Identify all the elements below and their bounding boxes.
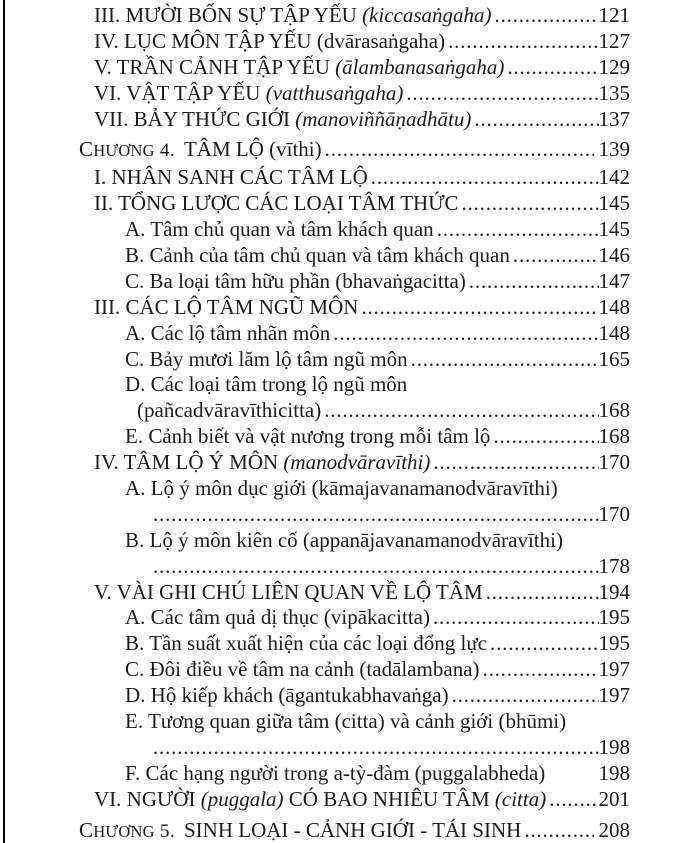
toc-entry-text xyxy=(125,657,480,683)
toc-page-number: 198 xyxy=(598,734,630,759)
toc-entry-text xyxy=(125,424,490,450)
toc-entry xyxy=(0,107,698,133)
toc-entry-text xyxy=(94,81,403,107)
toc-entry-text xyxy=(125,476,558,502)
chapter-label: CHƯƠNG 5. xyxy=(79,817,175,842)
entry-title: VI. VẬT TẬP YẾU xyxy=(94,80,266,105)
toc-page-number: 197 xyxy=(598,683,630,708)
entry-title: II. TỔNG LƯỢC CÁC LOẠI TÂM THỨC xyxy=(94,191,459,216)
toc-page-number: 139 xyxy=(598,137,630,162)
toc-entry-text xyxy=(94,3,492,29)
entry-title: F. Các hạng người trong a-tỳ-đàm (puggalabheda) xyxy=(125,760,546,785)
entry-title: A. Tâm chủ quan và tâm khách quan xyxy=(125,217,434,242)
toc-entry xyxy=(0,243,698,269)
entry-title: C. Đôi điều về tâm na cảnh (tadālambana) xyxy=(125,657,480,682)
toc-entry-text xyxy=(94,787,546,813)
toc-page-number: 195 xyxy=(598,631,630,656)
toc-entry xyxy=(0,81,698,107)
toc-entry xyxy=(0,424,698,450)
pali-term: (manodvāravīthi) xyxy=(283,450,431,475)
entry-title: B. Tần suất xuất hiện của các loại đổng lực xyxy=(125,631,488,656)
dot-leader xyxy=(437,217,599,243)
dot-leader xyxy=(153,554,599,580)
toc-page-number: 168 xyxy=(598,424,630,449)
toc-entry-text xyxy=(125,528,563,554)
entry-title: V. TRẦN CẢNH TẬP YẾU xyxy=(94,54,336,79)
pali-term: (citta) xyxy=(494,786,547,811)
toc-entry xyxy=(0,709,698,735)
toc-entry xyxy=(0,55,698,81)
toc-page-number: 142 xyxy=(598,165,630,190)
dot-leader xyxy=(469,269,599,295)
toc-entry xyxy=(0,269,698,295)
entry-title: E. Cảnh biết và vật nương trong mỗi tâm lộ xyxy=(125,424,491,449)
dot-leader xyxy=(524,818,593,843)
dot-leader xyxy=(333,321,598,347)
dot-leader xyxy=(361,295,598,321)
entry-title: V. VÀI GHI CHÚ LIÊN QUAN VỀ LỘ TÂM xyxy=(94,579,483,604)
dot-leader xyxy=(483,657,599,683)
entry-title: VI. NGƯỜI xyxy=(94,786,201,811)
chapter-label: CHƯƠNG 4. xyxy=(79,137,175,162)
entry-title: III. MƯỜI BỐN SỰ TẬP YẾU xyxy=(94,3,363,27)
toc-page-number: 146 xyxy=(598,243,630,268)
toc-page-number: 148 xyxy=(598,320,630,345)
toc-entry xyxy=(0,191,698,217)
entry-title: B. Cảnh của tâm chủ quan và tâm khách quan xyxy=(125,243,510,268)
toc-page-number: 198 xyxy=(598,760,630,785)
toc-page-number: 201 xyxy=(598,786,630,811)
entry-title: C. Ba loại tâm hữu phần (bhavaṅgacitta) xyxy=(125,268,466,293)
toc-entry xyxy=(0,476,698,502)
entry-title: C. Bảy mươi lăm lộ tâm ngũ môn xyxy=(125,346,408,371)
toc-page-number: 137 xyxy=(598,106,630,131)
entry-title: B. Lộ ý môn kiên cố (appanājavanamanodvāravīthi) xyxy=(125,527,563,552)
toc-entry xyxy=(0,295,698,321)
toc-entry xyxy=(0,580,698,606)
toc-entry xyxy=(0,735,698,761)
toc-entry xyxy=(0,398,698,424)
dot-leader xyxy=(474,107,598,133)
toc-entry xyxy=(0,631,698,657)
toc-entry-text xyxy=(125,683,449,709)
toc-entry xyxy=(0,683,698,709)
dot-leader xyxy=(513,243,599,269)
entry-title: A. Lộ ý môn dục giới (kāmajavanamanodvāravīthi) xyxy=(125,476,558,501)
dot-leader xyxy=(406,81,598,107)
pali-term: (puggala) xyxy=(200,786,284,811)
toc-page-number: 147 xyxy=(598,268,630,293)
entry-title: SINH LOẠI - CẢNH GIỚI - TÁI SINH xyxy=(183,817,522,842)
toc-entry-text xyxy=(94,295,358,321)
toc-entry xyxy=(0,450,698,476)
toc-entry-text xyxy=(184,818,521,843)
toc-entry-text xyxy=(125,347,408,373)
toc-entry xyxy=(0,502,698,528)
dot-leader xyxy=(486,580,599,606)
toc-entry-text xyxy=(94,107,471,133)
toc-entry xyxy=(0,29,698,55)
entry-title: VII. BẢY THỨC GIỚI xyxy=(94,106,296,131)
toc-chapter-entry xyxy=(0,818,698,843)
dot-leader xyxy=(493,424,598,450)
dot-leader xyxy=(452,683,599,709)
toc-entry xyxy=(0,605,698,631)
entry-title: I. NHÂN SANH CÁC TÂM LỘ xyxy=(94,165,368,190)
toc-page-number: 127 xyxy=(598,28,630,53)
pali-term: (ālambanasaṅgaha) xyxy=(335,54,505,79)
toc-page-number: 194 xyxy=(598,579,630,604)
entry-title: IV. LỤC MÔN TẬP YẾU (dvārasaṅgaha) xyxy=(94,28,446,53)
entry-title: D. Hộ kiếp khách (āgantukabhavaṅga) xyxy=(125,683,449,708)
toc-entry xyxy=(0,657,698,683)
toc-page-number: 168 xyxy=(598,398,630,423)
dot-leader xyxy=(371,165,599,191)
toc-entry xyxy=(0,321,698,347)
entry-title: IV. TÂM LỘ Ý MÔN xyxy=(94,450,284,475)
toc-page-number: 208 xyxy=(598,817,630,842)
dot-leader xyxy=(153,735,599,761)
toc-entry-text xyxy=(94,55,504,81)
toc-page-number: 129 xyxy=(598,54,630,79)
dot-leader xyxy=(495,3,599,29)
dot-leader xyxy=(462,191,599,217)
toc-entry xyxy=(0,787,698,813)
pali-term: (manoviññāṇadhātu) xyxy=(295,106,472,131)
toc-page-number: 145 xyxy=(598,217,630,242)
toc-page-number: 165 xyxy=(598,346,630,371)
toc-entry-text xyxy=(125,631,487,657)
toc-entry xyxy=(0,165,698,191)
toc-entry-text xyxy=(125,269,466,295)
entry-title: E. Tương quan giữa tâm (citta) và cảnh giới (bhūmi) xyxy=(125,709,567,734)
toc-page-number: 170 xyxy=(598,450,630,475)
dot-leader xyxy=(411,347,599,373)
toc-page-number: 178 xyxy=(598,553,630,578)
toc-page-number: 148 xyxy=(598,294,630,319)
toc-page-number: 145 xyxy=(598,191,630,216)
toc-page-number: 121 xyxy=(598,3,630,27)
toc-entry-text xyxy=(125,709,566,735)
toc-entry-text xyxy=(94,580,483,606)
toc-entry xyxy=(0,761,698,787)
toc-entry-text xyxy=(94,29,445,55)
toc-page-number: 170 xyxy=(598,501,630,526)
toc-entry-text xyxy=(125,761,545,787)
toc-entry-text xyxy=(94,450,430,476)
entry-title: CÓ BAO NHIÊU TÂM xyxy=(283,786,495,811)
toc-entry-text xyxy=(137,398,321,424)
entry-title: (pañcadvāravīthicitta) xyxy=(137,398,322,423)
entry-title: D. Các loại tâm trong lộ ngũ môn xyxy=(125,372,408,397)
toc-entry xyxy=(0,3,698,29)
toc-entry-text xyxy=(184,137,322,163)
toc-page-number: 197 xyxy=(598,657,630,682)
toc-entry-text xyxy=(125,605,430,631)
toc-entry-text xyxy=(94,165,368,191)
entry-title: TÂM LỘ (vīthi) xyxy=(183,137,322,162)
toc-entry-text xyxy=(94,191,459,217)
toc-entry-text xyxy=(125,217,434,243)
pali-term: (vatthusaṅgaha) xyxy=(265,80,404,105)
toc-entry-text xyxy=(125,243,510,269)
toc-entry xyxy=(0,372,698,398)
toc-entry xyxy=(0,347,698,373)
entry-title: III. CÁC LỘ TÂM NGŨ MÔN xyxy=(94,294,359,319)
dot-leader xyxy=(325,137,594,163)
dot-leader xyxy=(490,631,598,657)
dot-leader xyxy=(433,450,598,476)
toc-entry xyxy=(0,217,698,243)
toc-entry xyxy=(0,554,698,580)
toc-entry-text xyxy=(125,321,330,347)
dot-leader xyxy=(153,502,599,528)
entry-title: A. Các tâm quả dị thục (vipākacitta) xyxy=(125,605,430,630)
dot-leader xyxy=(433,605,599,631)
entry-title: A. Các lộ tâm nhãn môn xyxy=(125,320,331,345)
toc-chapter-entry xyxy=(0,137,698,163)
toc-entry-text xyxy=(125,372,407,398)
toc-page-number: 135 xyxy=(598,80,630,105)
dot-leader xyxy=(507,55,598,81)
dot-leader xyxy=(324,398,598,424)
dot-leader xyxy=(448,29,598,55)
pali-term: (kiccasaṅgaha) xyxy=(362,3,492,27)
toc-page-number: 195 xyxy=(598,605,630,630)
toc-entry xyxy=(0,528,698,554)
dot-leader xyxy=(549,787,598,813)
